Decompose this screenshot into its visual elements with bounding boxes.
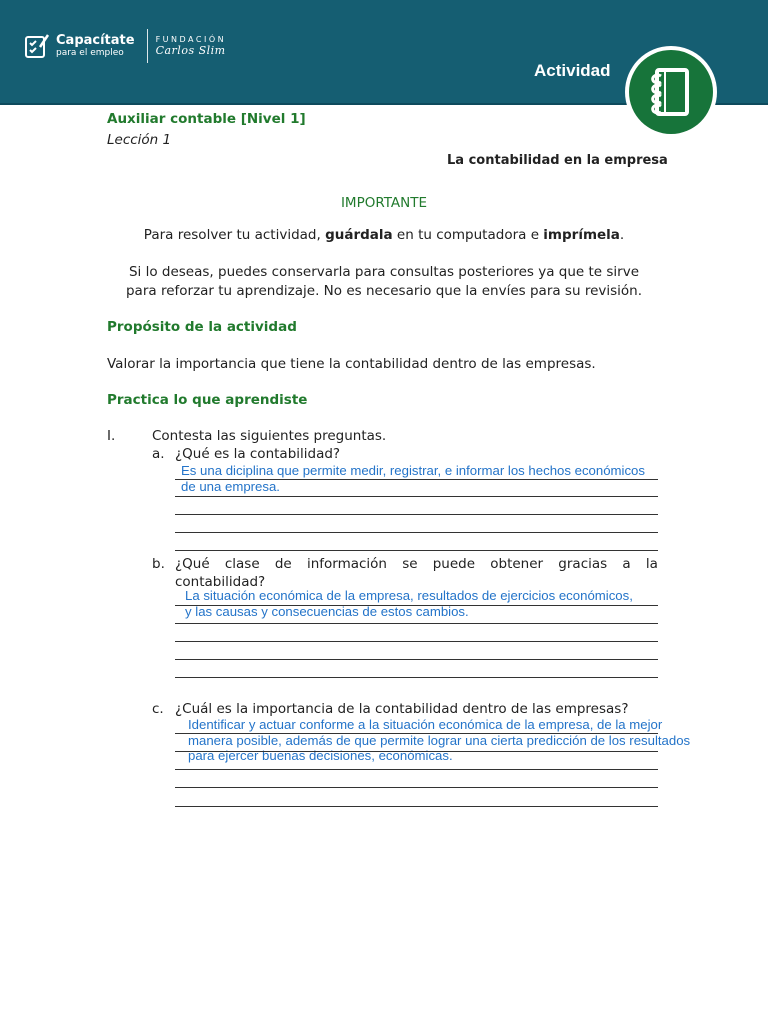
question-word: ¿Qué <box>175 556 210 572</box>
brand-logo <box>24 29 226 63</box>
lesson-label: Lección 1 <box>107 132 172 148</box>
brand-name: Capacítate <box>56 32 135 48</box>
answer-line <box>175 677 658 678</box>
answer-line <box>175 605 658 606</box>
instruction-period: . <box>619 227 625 243</box>
foundation-label: FUNDACIÓN <box>155 35 227 44</box>
important-note-line1: Si lo deseas, puedes conservarla para consultas posteriores ya que te sirve <box>128 264 640 280</box>
question-word: se <box>402 556 418 572</box>
answer-line <box>175 623 658 624</box>
question-word: puede <box>432 556 476 572</box>
activity-badge <box>625 46 717 138</box>
important-note-line2: para reforzar tu aprendizaje. No es necesario que la envíes para su revisión. <box>125 283 643 299</box>
answer-line <box>175 641 658 642</box>
topic-title: La contabilidad en la empresa <box>447 153 668 168</box>
important-instruction <box>0 227 768 243</box>
question-a-text: ¿Qué es la contabilidad? <box>175 446 341 462</box>
answer-b-line1[interactable]: La situación económica de la empresa, resultados de ejercicios económicos, <box>185 588 633 603</box>
instruction-save: guárdala <box>325 227 393 243</box>
practice-heading: Practica lo que aprendiste <box>107 392 308 408</box>
answer-a-line1[interactable]: Es una diciplina que permite medir, registrar, e informar los hechos económicos <box>181 463 645 478</box>
section-number: I. <box>107 428 116 444</box>
course-title: Auxiliar contable [Nivel 1] <box>107 111 306 127</box>
brand-tagline: para el empleo <box>56 47 124 58</box>
foundation-signature: Carlos Slim <box>155 44 226 57</box>
checklist-logo-icon <box>24 33 50 59</box>
answer-c-line2[interactable]: manera posible, además de que permite lograr una cierta predicción de los resultados <box>188 733 691 748</box>
section-title: Actividad <box>534 61 611 80</box>
instruction-print: imprímela <box>543 227 620 243</box>
question-word: información <box>306 556 387 572</box>
answer-line <box>175 769 658 770</box>
answer-a-line2[interactable]: de una empresa. <box>181 479 280 494</box>
question-word: clase <box>224 556 260 572</box>
instruction-text: Para resolver tu actividad, <box>143 227 326 243</box>
question-word: a <box>622 556 631 572</box>
answer-line <box>175 514 658 515</box>
important-heading: IMPORTANTE <box>340 195 428 211</box>
instruction-text-mid: en tu computadora e <box>392 227 544 243</box>
question-b-text-line1 <box>175 556 658 572</box>
purpose-heading: Propósito de la actividad <box>107 319 297 335</box>
question-word: obtener <box>490 556 544 572</box>
question-b-text-line2: contabilidad? <box>175 574 266 590</box>
practice-instruction: Contesta las siguientes preguntas. <box>152 428 387 444</box>
question-b-letter: b. <box>152 556 165 572</box>
answer-line <box>175 787 658 788</box>
answer-line <box>175 550 658 551</box>
question-word: la <box>645 556 658 572</box>
logo-divider <box>147 29 148 63</box>
answer-line <box>175 751 658 752</box>
answer-c-line1[interactable]: Identificar y actuar conforme a la situación económica de la empresa, de la mejor <box>188 717 663 732</box>
answer-line <box>175 733 658 734</box>
question-a-letter: a. <box>152 446 165 462</box>
question-word: de <box>274 556 292 572</box>
answer-line <box>175 806 658 807</box>
answer-line <box>175 532 658 533</box>
answer-c-line3[interactable]: para ejercer buenas decisiones, económicas. <box>188 748 453 763</box>
answer-b-line2[interactable]: y las causas y consecuencias de estos cambios. <box>185 604 469 619</box>
answer-line <box>175 659 658 660</box>
answer-line <box>175 496 658 497</box>
question-word: gracias <box>558 556 608 572</box>
notebook-icon <box>625 46 717 138</box>
purpose-text: Valorar la importancia que tiene la contabilidad dentro de las empresas. <box>107 356 596 372</box>
question-c-text: ¿Cuál es la importancia de la contabilidad dentro de las empresas? <box>175 701 629 717</box>
answer-line <box>175 479 658 480</box>
question-c-letter: c. <box>152 701 164 717</box>
